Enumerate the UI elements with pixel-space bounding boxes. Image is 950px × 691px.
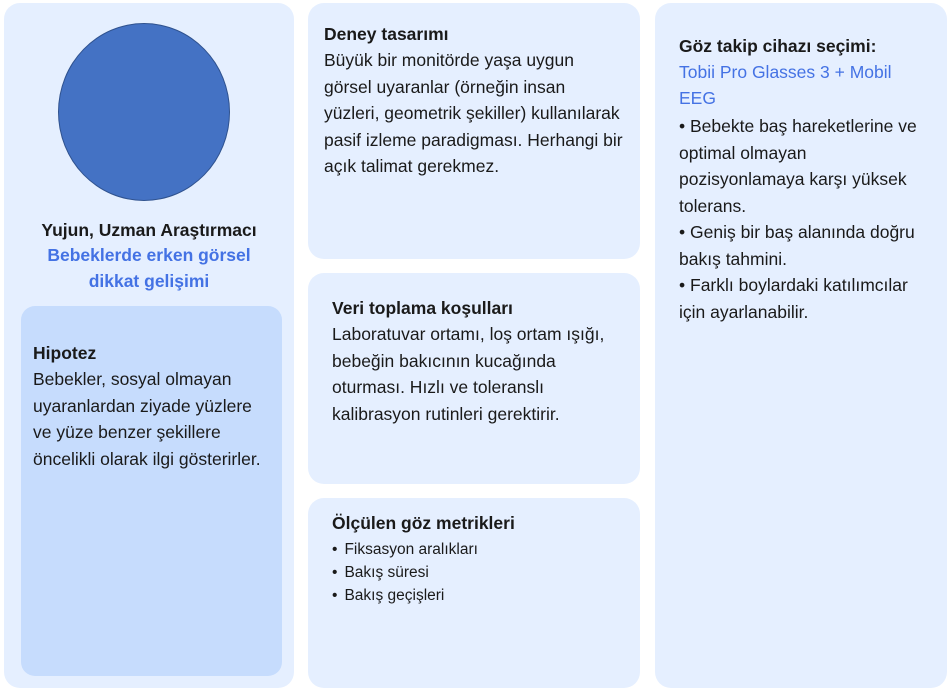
- persona-name: Yujun, Uzman Araştırmacı: [41, 220, 257, 240]
- list-item: • Farklı boylardaki katılımcılar için ayarlanabilir.: [679, 272, 931, 325]
- list-item: • Fiksasyon aralıkları: [332, 538, 624, 561]
- list-item: • Bebekte baş hareketlerine ve optimal olmayan pozisyonlamaya karşı yüksek tolerans.: [679, 113, 931, 219]
- experiment-design-panel: [308, 3, 640, 259]
- hypothesis-box: [21, 306, 282, 676]
- hypothesis-text: Bebekler, sosyal olmayan uyaranlardan ziyade yüzlere ve yüze benzer şekillere öncelikli olarak ilgi gösterirler.: [33, 369, 261, 469]
- list-item: • Bakış geçişleri: [332, 584, 624, 607]
- data-collection-panel: [308, 273, 640, 484]
- eye-tracker-panel: [655, 3, 947, 688]
- persona-panel: [4, 3, 294, 688]
- device-heading: Göz takip cihazı seçimi:: [679, 36, 877, 56]
- list-item: • Bakış süresi: [332, 561, 624, 584]
- metrics-list: [332, 538, 624, 607]
- persona-topic: Bebeklerde erken görsel dikkat gelişimi: [47, 245, 251, 291]
- design-heading: Deney tasarımı: [324, 24, 449, 44]
- hypothesis-heading: Hipotez: [33, 343, 97, 363]
- avatar: [58, 23, 230, 201]
- collection-text: Laboratuvar ortamı, loş ortam ışığı, bebeğin bakıcının kucağında oturması. Hızlı ve toleranslı kalibrasyon rutinleri gerektirir.: [332, 324, 605, 424]
- list-item: • Geniş bir baş alanında doğru bakış tahmini.: [679, 219, 931, 272]
- design-text: Büyük bir monitörde yaşa uygun görsel uyaranlar (örneğin insan yüzleri, geometrik şekiller) kullanılarak pasif izleme paradigması. Herhangi bir açık talimat gerekmez.: [324, 50, 623, 176]
- collection-heading: Veri toplama koşulları: [332, 298, 513, 318]
- device-bullet-list: [679, 113, 931, 325]
- metrics-heading: Ölçülen göz metrikleri: [332, 513, 515, 533]
- device-subtitle: Tobii Pro Glasses 3 + Mobil EEG: [679, 62, 892, 108]
- eye-metrics-panel: [308, 498, 640, 688]
